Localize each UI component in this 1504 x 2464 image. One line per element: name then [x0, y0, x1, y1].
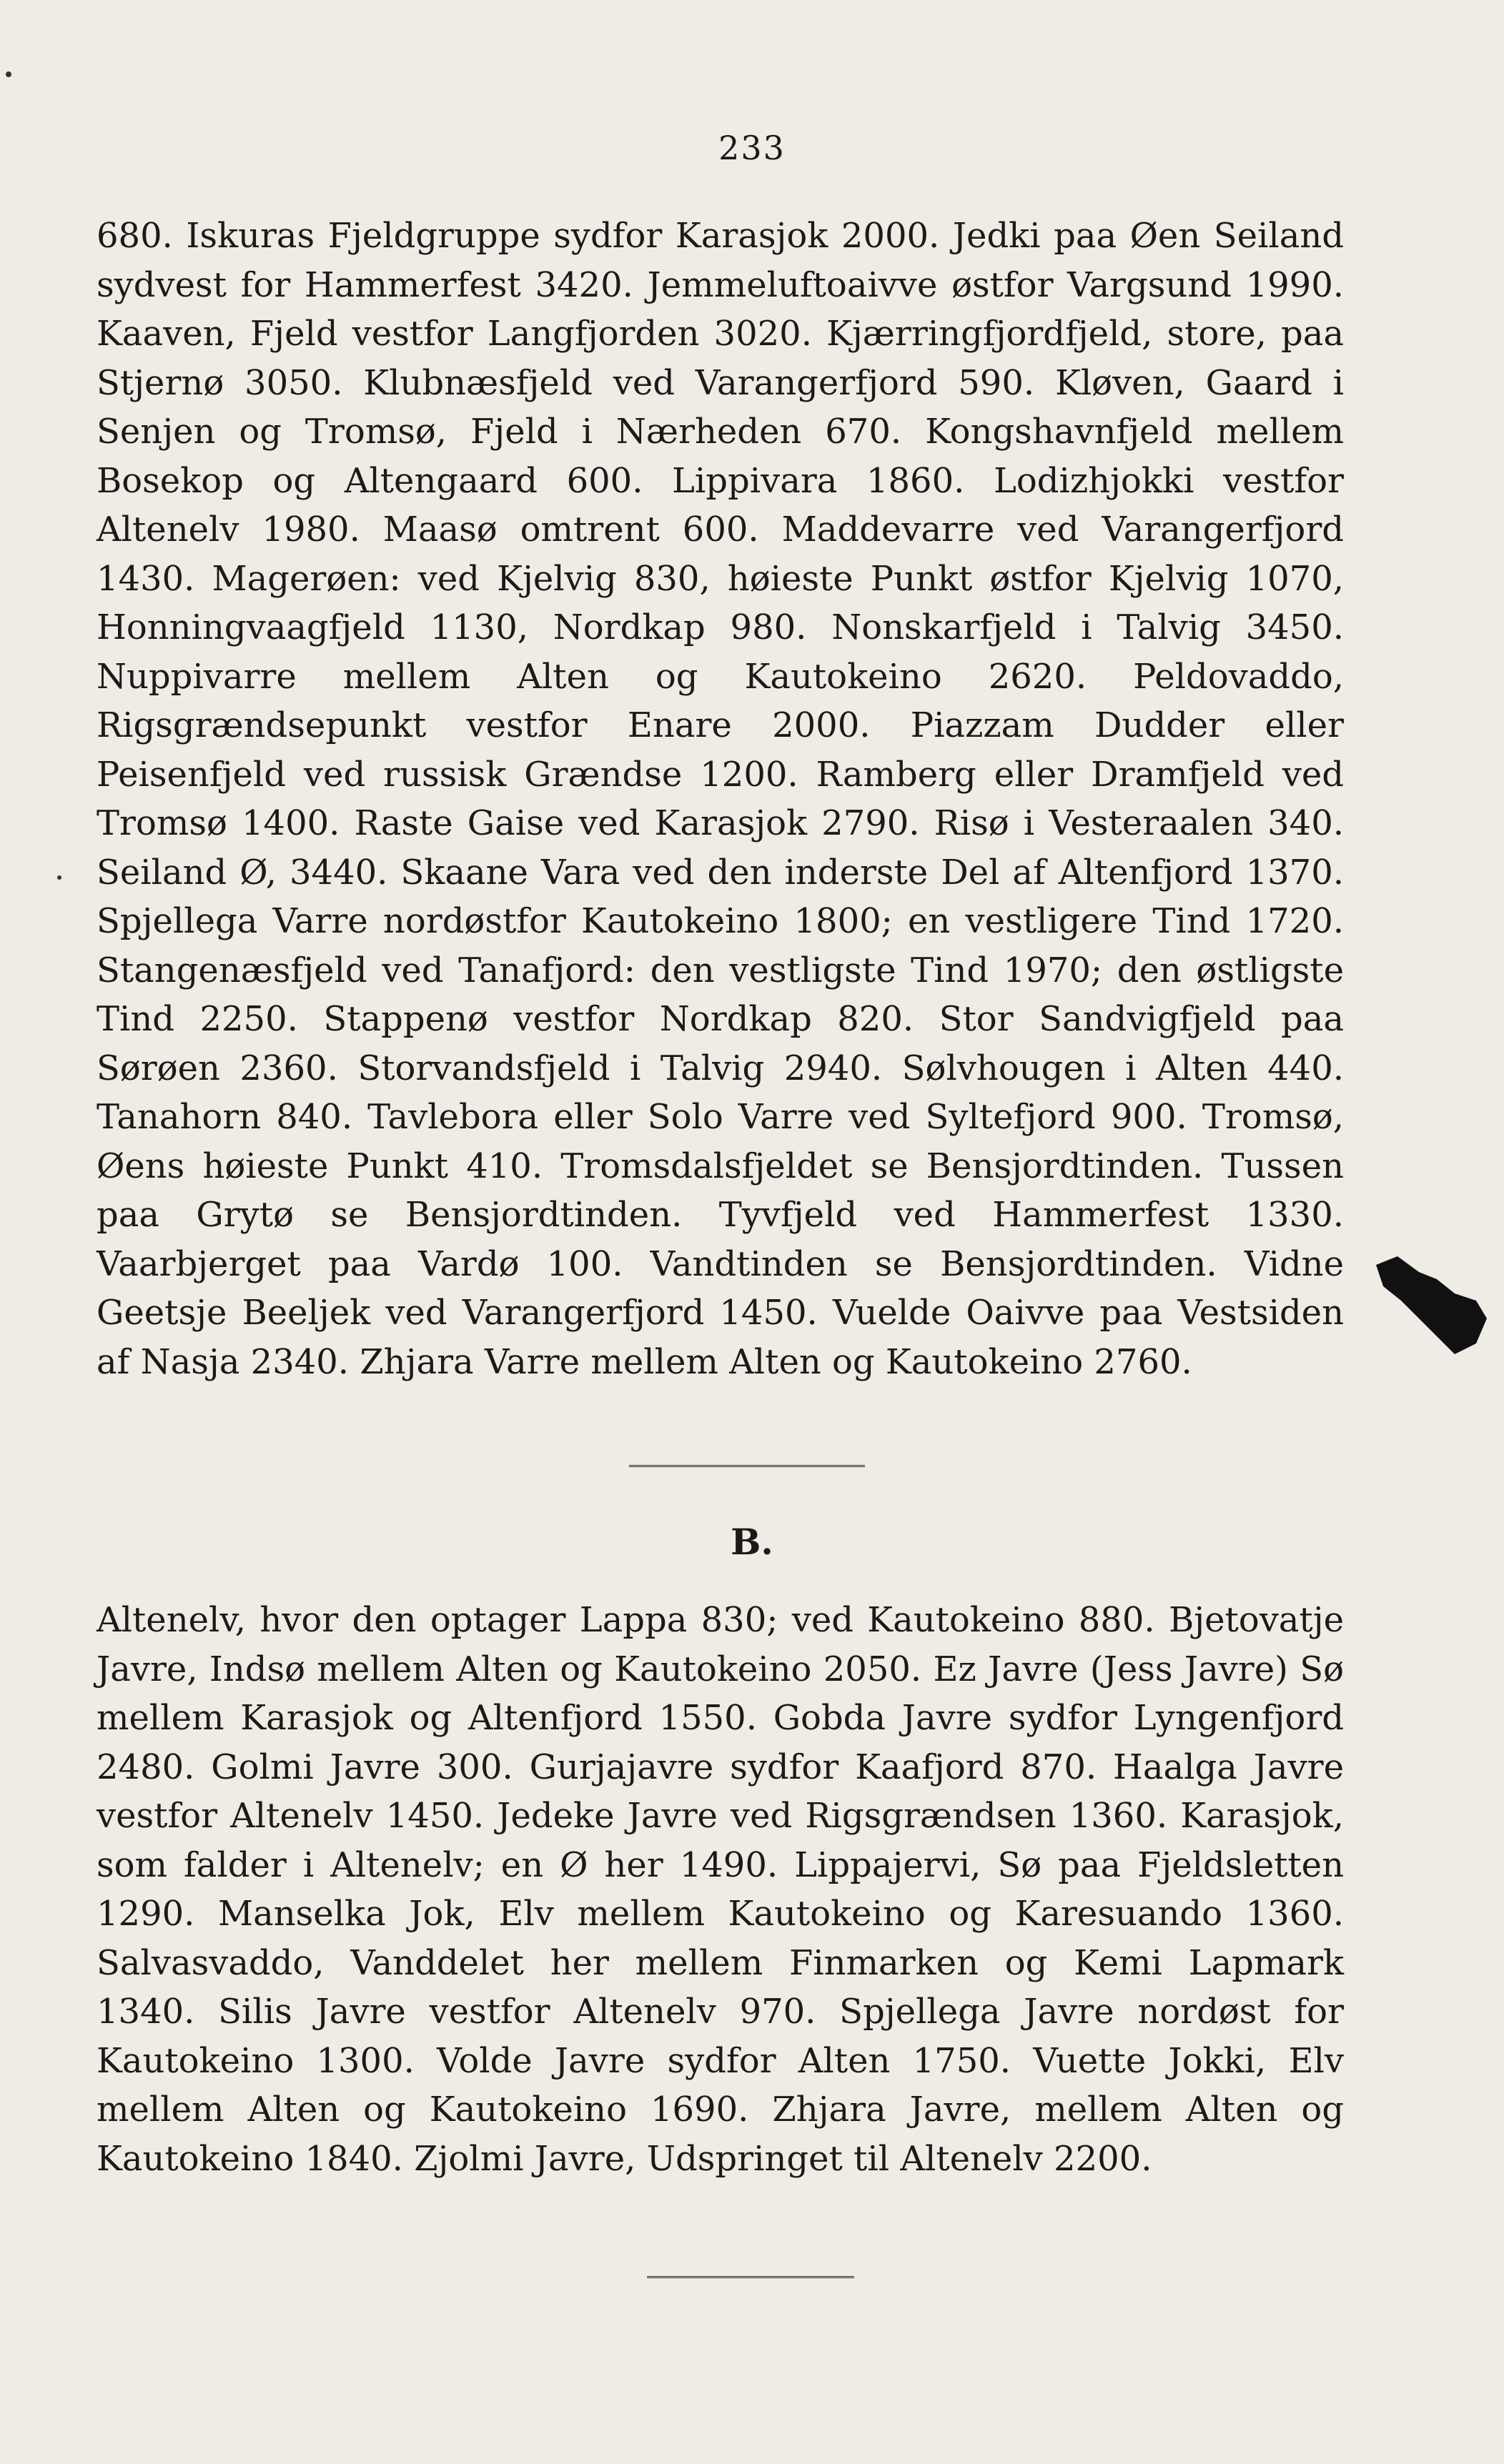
section-heading-b: B.: [731, 1521, 773, 1563]
margin-speck: [6, 71, 11, 77]
page-number: 233: [718, 129, 786, 167]
ink-blot-mark: [1369, 1251, 1490, 1358]
margin-speck: [57, 875, 61, 880]
section-divider: [629, 1465, 865, 1467]
end-divider: [647, 2276, 854, 2278]
gazetteer-paragraph-lakes-rivers: Altenelv, hvor den optager Lappa 830; ved Kautokeino 880. Bjetovatje Javre, Indsø mellem Alten og Kautokeino 2050. Ez Javre (Jess Javre) Sø mellem Karasjok og Altenfjord 1550. Gobda Javre sydfor Lyngenfjord 2480. Golmi Javre 300. Gurjajavre sydfor Kaafjord 870. Haalga Javre vestfor Altenelv 1450. Jedeke Javre ved Rigsgrændsen 1360. Karasjok, som falder i Altenelv; en Ø her 1490. Lippajervi, Sø paa Fjeldsletten 1290. Manselka Jok, Elv mellem Kautokeino og Karesuando 1360. Salvasvaddo, Vanddelet her mellem Finmarken og Kemi Lapmark 1340. Silis Javre vestfor Altenelv 970. Spjellega Javre nordøst for Kautokeino 1300. Volde Javre sydfor Alten 1750. Vuette Jokki, Elv mellem Alten og Kautokeino 1690. Zhjara Javre, mellem Alten og Kautokeino 1840. Zjolmi Javre, Udspringet til Altenelv 2200.: [97, 1600, 1344, 2179]
gazetteer-paragraph-mountains: 680. Iskuras Fjeldgruppe sydfor Karasjok 2000. Jedki paa Øen Seiland sydvest for Hammerfest 3420. Jemmeluftoaivve østfor Vargsund 1990. Kaaven, Fjeld vestfor Langfjorden 3020. Kjærringfjordfjeld, store, paa Stjernø 3050. Klubnæsfjeld ved Varangerfjord 590. Kløven, Gaard i Senjen og Tromsø, Fjeld i Nærheden 670. Kongshavnfjeld mellem Bosekop og Altengaard 600. Lippivara 1860. Lodizhjokki vestfor Altenelv 1980. Maasø omtrent 600. Maddevarre ved Varangerfjord 1430. Magerøen: ved Kjelvig 830, høieste Punkt østfor Kjelvig 1070, Honningvaagfjeld 1130, Nordkap 980. Nonskarfjeld i Talvig 3450. Nuppivarre mellem Alten og Kautokeino 2620. Peldovaddo, Rigsgrændsepunkt vestfor Enare 2000. Piazzam Dudder eller Peisenfjeld ved russisk Grændse 1200. Ramberg eller Dramfjeld ved Tromsø 1400. Raste Gaise ved Karasjok 2790. Risø i Vesteraalen 340. Seiland Ø, 3440. Skaane Vara ved den inderste Del af Altenfjord 1370. Spjellega Varre nordøstfor Kautokeino 1800; en vestligere Tind 1720. Stangenæsfjeld ved Tanafjord: den vestligste Tind 1970; den østligste Tind 2250. Stappenø vestfor Nordkap 820. Stor Sandvigfjeld paa Sørøen 2360. Storvandsfjeld i Talvig 2940. Sølvhougen i Alten 440. Tanahorn 840. Tavlebora eller Solo Varre ved Syltefjord 900. Tromsø, Øens høieste Punkt 410. Tromsdalsfjeldet se Bensjordtinden. Tussen paa Grytø se Bensjordtinden. Tyvfjeld ved Hammerfest 1330. Vaarbjerget paa Vardø 100. Vandtinden se Bensjordtinden. Vidne Geetsje Beeljek ved Varangerfjord 1450. Vuelde Oaivve paa Vestsiden af Nasja 2340. Zhjara Varre mellem Alten og Kautokeino 2760.: [97, 216, 1344, 1382]
